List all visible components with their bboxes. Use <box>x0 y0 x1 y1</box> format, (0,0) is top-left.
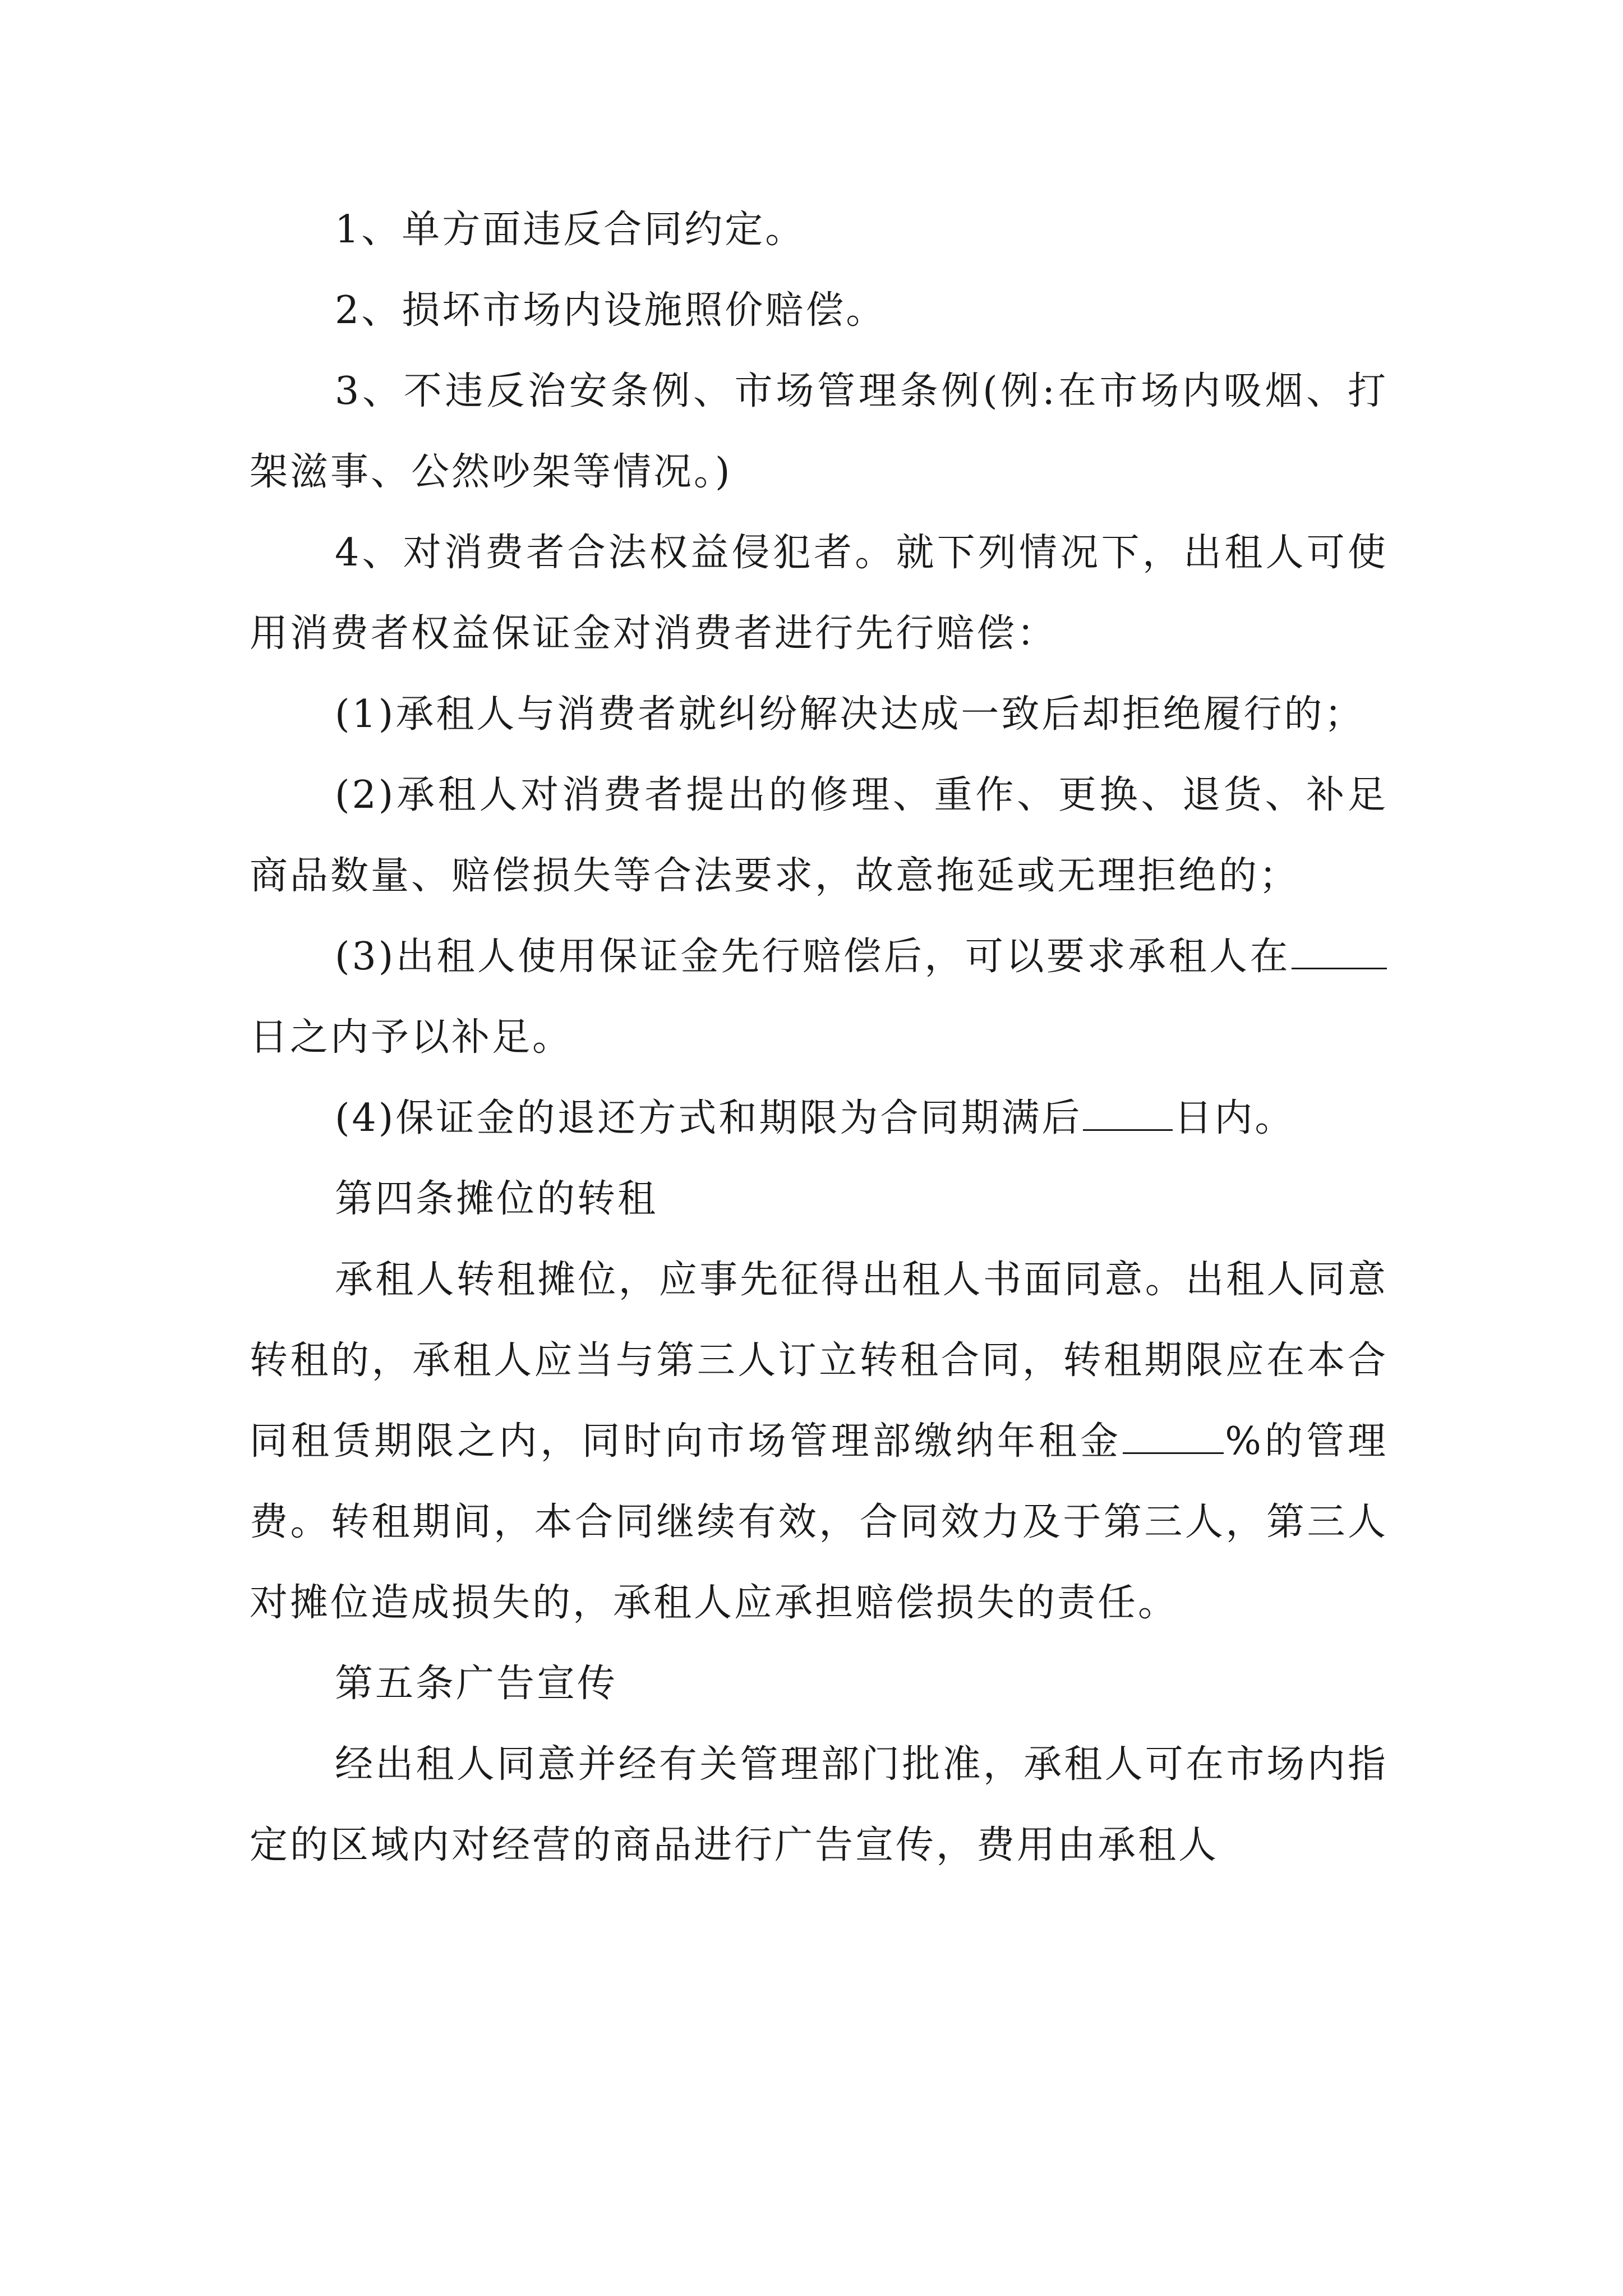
sub-item-1: (1)承租人与消费者就纠纷解决达成一致后却拒绝履行的； <box>335 692 1365 737</box>
fill-in-blank <box>1083 1097 1173 1131</box>
fill-in-blank <box>1292 935 1387 969</box>
sub-item-4 <box>250 1078 1388 1159</box>
document-body <box>250 190 1388 1886</box>
clause-item-1: 1、单方面违反合同约定。 <box>335 208 806 252</box>
article-4-text-b: %的管理费。转租期间，本合同继续有效，合同效力及于第三人，第三人对摊位造成损失的，承租人应承担赔偿损失的责任。 <box>250 1419 1388 1625</box>
sub-item-4-text-a: (4)保证金的退还方式和期限为合同期满后 <box>335 1096 1082 1140</box>
fill-in-blank <box>1123 1420 1224 1454</box>
section-heading-article-4: 第四条摊位的转租 <box>335 1177 658 1221</box>
sub-item-4-text-b: 日内。 <box>1174 1096 1295 1140</box>
article-4-body <box>250 1240 1388 1644</box>
clause-item-3: 3、不违反治安条例、市场管理条例(例:在市场内吸烟、打架滋事、公然吵架等情况。) <box>250 369 1388 494</box>
section-heading-article-5: 第五条广告宣传 <box>335 1662 618 1706</box>
clause-item-4: 4、对消费者合法权益侵犯者。就下列情况下，出租人可使用消费者权益保证金对消费者进行先行赔偿： <box>250 531 1388 656</box>
sub-item-3-text-a: (3)出租人使用保证金先行赔偿后，可以要求承租人在 <box>335 935 1290 979</box>
sub-item-2: (2)承租人对消费者提出的修理、重作、更换、退货、补足商品数量、赔偿损失等合法要求，故意拖延或无理拒绝的； <box>250 773 1388 898</box>
clause-item-2: 2、损坏市场内设施照价赔偿。 <box>335 288 887 333</box>
article-5-body: 经出租人同意并经有关管理部门批准，承租人可在市场内指定的区域内对经营的商品进行广告宣传，费用由承租人 <box>250 1742 1388 1867</box>
sub-item-3-text-b: 日之内予以补足。 <box>250 1015 573 1060</box>
sub-item-3 <box>250 917 1388 1078</box>
article-4-text-a: 承租人转租摊位，应事先征得出租人书面同意。出租人同意转租的，承租人应当与第三人订立转租合同，转租期限应在本合同租赁期限之内，同时向市场管理部缴纳年租金 <box>250 1258 1388 1464</box>
